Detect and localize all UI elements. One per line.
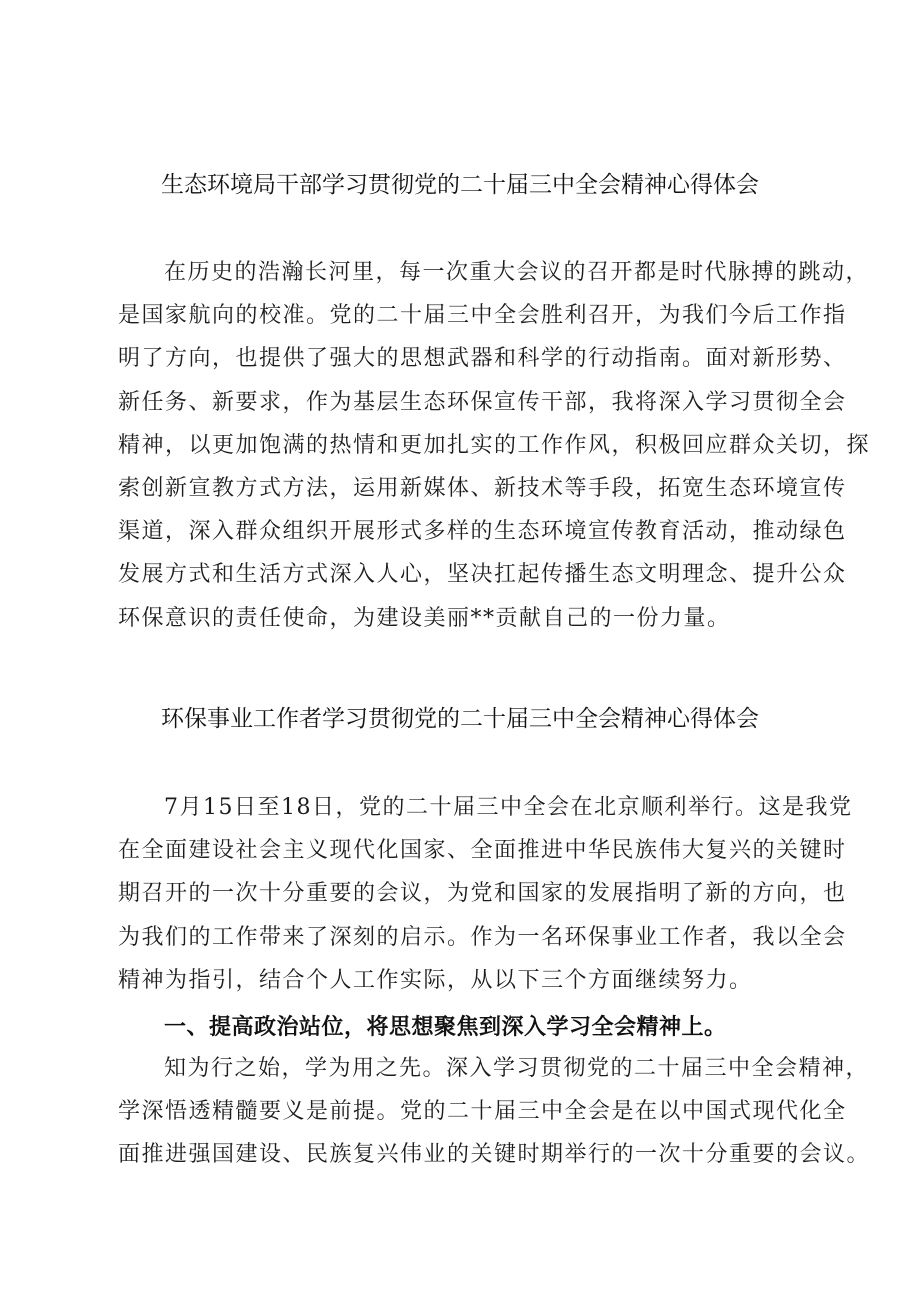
section1-paragraph — [118, 251, 871, 640]
paragraph-line: 知为行之始，学为用之先。深入学习贯彻党的二十届三中全会精神， — [164, 1056, 870, 1081]
paragraph-line: 渠道，深入群众组织开展形式多样的生态环境宣传教育活动，推动绿色 — [118, 519, 847, 545]
paragraph-line: 环保意识的责任使命，为建设美丽**贡献自己的一份力量。 — [118, 605, 731, 631]
paragraph-line: 在历史的浩瀚长河里，每一次重大会议的召开都是时代脉搏的跳动， — [164, 260, 870, 285]
paragraph-line: 7月15日至18日，党的二十届三中全会在北京顺利举行。这是我党 — [164, 795, 853, 820]
paragraph-line: 精神为指引，结合个人工作实际，从以下三个方面继续努力。 — [118, 967, 753, 993]
paragraph-line: 明了方向，也提供了强大的思想武器和科学的行动指南。面对新形势、 — [118, 346, 847, 372]
paragraph-line: 是国家航向的校准。党的二十届三中全会胜利召开，为我们今后工作指 — [118, 303, 847, 329]
section2-heading: 一、提高政治站位，将思想聚焦到深入学习全会精神上。 — [164, 1015, 727, 1040]
paragraph-line: 为我们的工作带来了深刻的启示。作为一名环保事业工作者，我以全会 — [118, 924, 847, 950]
paragraph-line: 学深悟透精髓要义是前提。党的二十届三中全会是在以中国式现代化全 — [118, 1099, 847, 1125]
paragraph-line: 索创新宣教方式方法，运用新媒体、新技术等手段，拓宽生态环境宣传 — [118, 475, 847, 501]
paragraph-line: 新任务、新要求，作为基层生态环保宣传干部，我将深入学习贯彻全会 — [118, 389, 847, 415]
paragraph-line: 在全面建设社会主义现代化国家、全面推进中华民族伟大复兴的关键时 — [118, 838, 847, 864]
section2-title: 环保事业工作者学习贯彻党的二十届三中全会精神心得体会 — [161, 706, 759, 732]
section2-paragraph — [118, 786, 853, 1002]
paragraph-line: 期召开的一次十分重要的会议，为党和国家的发展指明了新的方向，也 — [118, 881, 847, 907]
section1-title: 生态环境局干部学习贯彻党的二十届三中全会精神心得体会 — [161, 172, 759, 198]
paragraph-line: 发展方式和生活方式深入人心，坚决扛起传播生态文明理念、提升公众 — [118, 562, 847, 588]
section2-paragraph-2 — [118, 1047, 871, 1177]
paragraph-line: 精神，以更加饱满的热情和更加扎实的工作作风，积极回应群众关切，探 — [118, 432, 871, 458]
paragraph-line: 面推进强国建设、民族复兴伟业的关键时期举行的一次十分重要的会议。 — [118, 1142, 871, 1168]
